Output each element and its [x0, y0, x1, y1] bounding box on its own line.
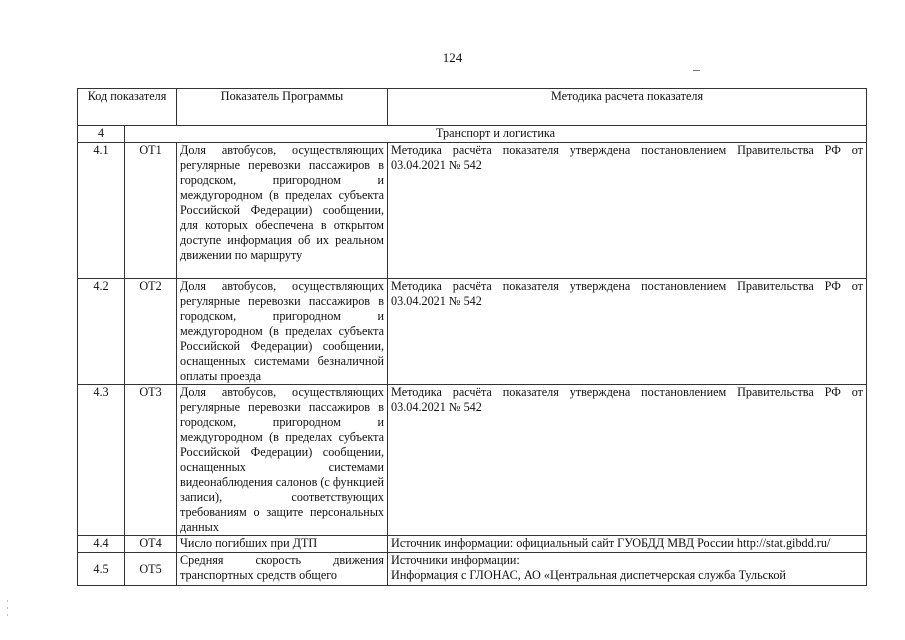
row-code: ОТ2	[125, 279, 177, 385]
section-title: Транспорт и логистика	[125, 126, 867, 143]
row-indicator: Число погибших при ДТП	[177, 536, 388, 553]
table-row	[78, 385, 867, 536]
header-method: Методика расчета показателя	[388, 89, 867, 126]
row-code: ОТ1	[125, 143, 177, 279]
row-method: Методика расчёта показателя утверждена постановлением Правительства РФ от 03.04.2021 № 542	[388, 279, 867, 385]
row-indicator: Доля автобусов, осуществляющих регулярные перевозки пассажиров в городском, пригородном и междугородном (в пределах субъекта Российской Федерации) сообщении, оснащенных системами видеонаблюдения салонов (с функцией записи), соответствующих требованиям о защите персональных данных	[177, 385, 388, 536]
row-indicator: Доля автобусов, осуществляющих регулярные перевозки пассажиров в городском, пригородном и междугородном (в пределах субъекта Российской Федерации) сообщении, для которых обеспечена в открытом доступе информация об их реальном движении по маршруту	[177, 143, 388, 279]
table-row	[78, 143, 867, 279]
row-number: 4.4	[78, 536, 125, 553]
row-number: 4.2	[78, 279, 125, 385]
row-number: 4.1	[78, 143, 125, 279]
table-row	[78, 279, 867, 385]
row-method: Источник информации: официальный сайт ГУОБДД МВД России http://stat.gibdd.ru/	[388, 536, 867, 553]
row-number: 4.5	[78, 553, 125, 586]
table-row	[78, 553, 867, 586]
row-code: ОТ4	[125, 536, 177, 553]
row-indicator: Средняя скорость движения транспортных средств общего	[177, 553, 388, 586]
header-indicator: Показатель Программы	[177, 89, 388, 126]
scan-margin-dots	[7, 600, 9, 621]
scan-mark	[693, 70, 700, 71]
table-header-row	[78, 89, 867, 126]
row-method: Методика расчёта показателя утверждена постановлением Правительства РФ от 03.04.2021 № 542	[388, 385, 867, 536]
row-method	[388, 553, 867, 586]
row-number: 4.3	[78, 385, 125, 536]
indicators-table	[77, 88, 867, 586]
header-code: Код показателя	[78, 89, 177, 126]
row-indicator: Доля автобусов, осуществляющих регулярные перевозки пассажиров в городском, пригородном и междугородном (в пределах субъекта Российской Федерации) сообщении, оснащенных системами безналичной оплаты проезда	[177, 279, 388, 385]
row-code: ОТ5	[125, 553, 177, 586]
row-method: Методика расчёта показателя утверждена постановлением Правительства РФ от 03.04.2021 № 542	[388, 143, 867, 279]
section-number: 4	[78, 126, 125, 143]
row-code: ОТ3	[125, 385, 177, 536]
page-number: 124	[442, 50, 463, 65]
method-source-label: Источники информации:	[391, 553, 520, 567]
section-row	[78, 126, 867, 143]
table-row	[78, 536, 867, 553]
method-source-text: Информация с ГЛОНАС, АО «Центральная диспетчерская служба Тульской	[391, 568, 786, 582]
